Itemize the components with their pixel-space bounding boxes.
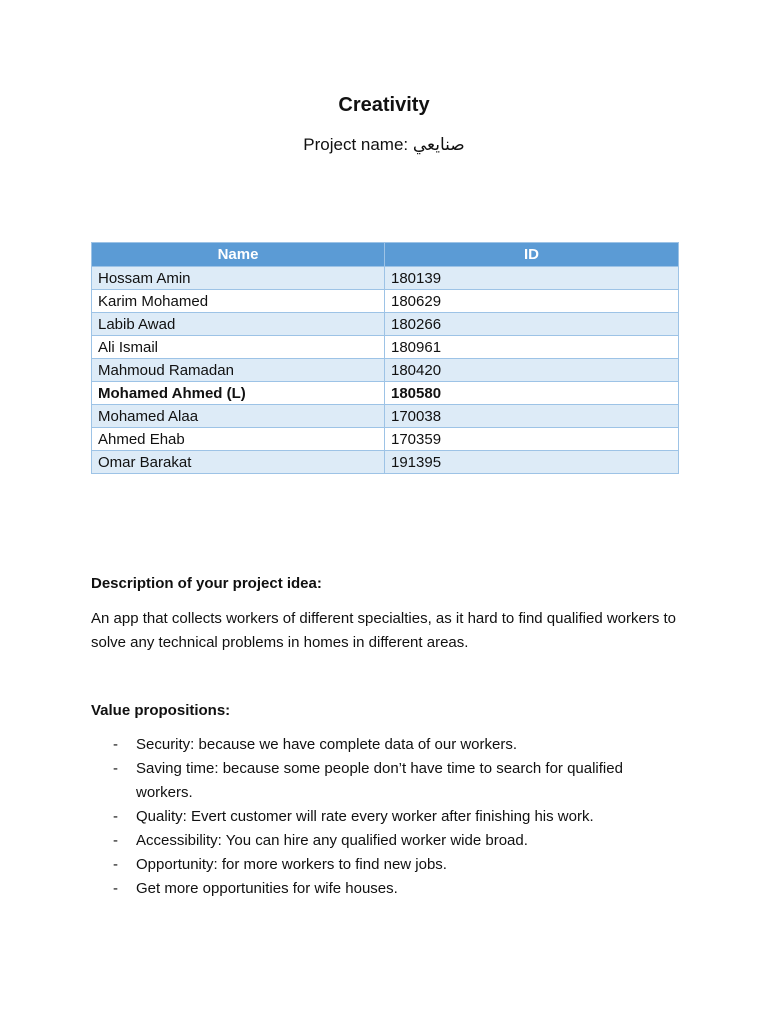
table-row [92, 290, 679, 313]
description-heading: Description of your project idea: [91, 575, 322, 592]
member-id: 180629 [385, 290, 679, 313]
table-header-row [92, 243, 679, 267]
bullet-dash: - [113, 856, 118, 873]
table-row [92, 405, 679, 428]
list-item [91, 805, 681, 829]
list-item [91, 853, 681, 877]
value-propositions-heading: Value propositions: [91, 702, 231, 719]
member-name: Omar Barakat [92, 451, 385, 474]
project-name-label: Project name: [303, 135, 413, 154]
member-id: 180420 [385, 359, 679, 382]
list-item-text: Saving time: because some people don’t have time to search for qualified workers. [136, 760, 623, 801]
list-item-text: Quality: Evert customer will rate every worker after finishing his work. [136, 808, 594, 825]
member-id: 180961 [385, 336, 679, 359]
members-table [91, 242, 679, 474]
table-row [92, 267, 679, 290]
member-name: Labib Awad [92, 313, 385, 336]
list-item-text: Security: because we have complete data of our workers. [136, 736, 518, 753]
member-id: 180139 [385, 267, 679, 290]
list-item [91, 829, 681, 853]
table-row-leader [92, 382, 679, 405]
member-name: Ali Ismail [92, 336, 385, 359]
member-id: 170359 [385, 428, 679, 451]
member-id: 180580 [385, 382, 679, 405]
table-row [92, 451, 679, 474]
table-row [92, 359, 679, 382]
bullet-dash: - [113, 832, 118, 849]
column-header-name: Name [92, 243, 385, 267]
member-name: Mohamed Alaa [92, 405, 385, 428]
list-item-text: Get more opportunities for wife houses. [136, 880, 398, 897]
list-item [91, 877, 681, 901]
project-name-line [0, 135, 768, 155]
value-propositions-list [91, 733, 681, 901]
member-id: 180266 [385, 313, 679, 336]
bullet-dash: - [113, 880, 118, 897]
column-header-id: ID [385, 243, 679, 267]
table-row [92, 428, 679, 451]
member-name: Ahmed Ehab [92, 428, 385, 451]
list-item [91, 757, 681, 805]
bullet-dash: - [113, 760, 118, 777]
table-row [92, 336, 679, 359]
document-title: Creativity [338, 94, 430, 116]
table-row [92, 313, 679, 336]
bullet-dash: - [113, 736, 118, 753]
project-name-value: صنايعي [412, 135, 465, 154]
member-name: Hossam Amin [92, 267, 385, 290]
description-text: An app that collects workers of different specialties, as it hard to find qualified workers to solve any technical problems in homes in different areas. [91, 610, 677, 651]
list-item [91, 733, 681, 757]
member-id: 170038 [385, 405, 679, 428]
list-item-text: Opportunity: for more workers to find new jobs. [136, 856, 447, 873]
member-id: 191395 [385, 451, 679, 474]
bullet-dash: - [113, 808, 118, 825]
list-item-text: Accessibility: You can hire any qualified worker wide broad. [136, 832, 528, 849]
member-name: Mahmoud Ramadan [92, 359, 385, 382]
member-name: Mohamed Ahmed (L) [92, 382, 385, 405]
member-name: Karim Mohamed [92, 290, 385, 313]
